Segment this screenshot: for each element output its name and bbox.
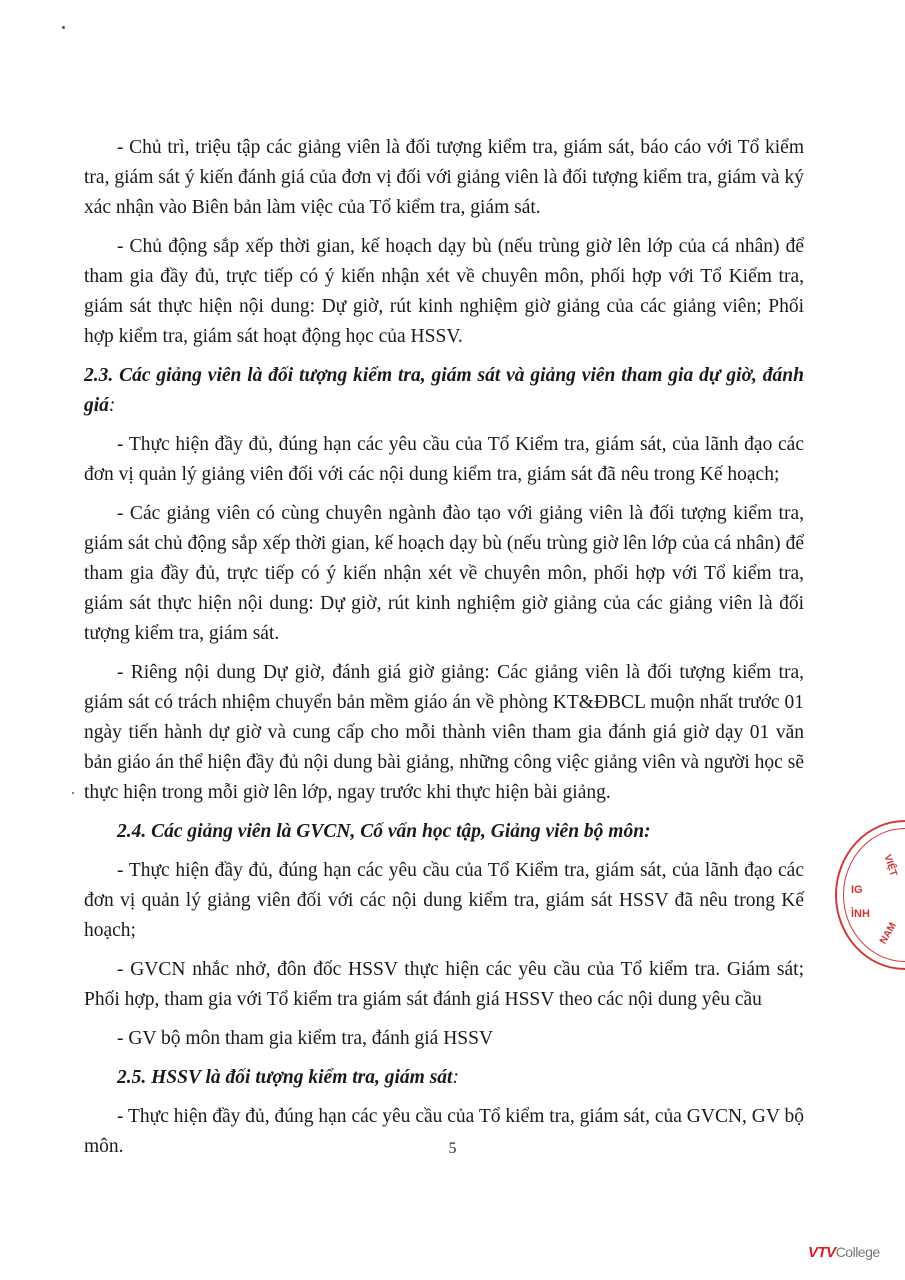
section-heading-text: 2.4. Các giảng viên là GVCN, Cố vấn học tập, Giảng viên bộ môn:	[117, 821, 651, 842]
paragraph: - GV bộ môn tham gia kiểm tra, đánh giá HSSV	[117, 1028, 494, 1049]
paragraph: - GVCN nhắc nhở, đôn đốc HSSV thực hiện các yêu cầu của Tổ kiểm tra. Giám sát; Phối hợp, tham gia với Tổ kiểm tra giám sát đánh giá HSSV theo các nội dung yêu cầu	[84, 959, 804, 1010]
section-heading	[84, 361, 804, 421]
stamp-text-ig: IG	[851, 884, 863, 896]
brand-logo-vtv: VTV	[808, 1244, 836, 1261]
paragraph: - Riêng nội dung Dự giờ, đánh giá giờ giảng: Các giảng viên là đối tượng kiểm tra, giám sát có trách nhiệm chuyển bản mềm giáo án về phòng KT&ĐBCL muộn nhất trước 01 ngày tiến hành dự giờ và cung cấp cho mỗi thành viên tham gia đánh giá giờ dạy 01 văn bản giáo án thể hiện đầy đủ nội dung bài giảng, những công việc giảng viên và người học sẽ thực hiện trong mỗi giờ lên lớp, ngay trước khi thực hiện bài giảng.	[84, 662, 804, 803]
vtv-college-watermark	[808, 1244, 880, 1261]
paragraph: - Chủ động sắp xếp thời gian, kế hoạch dạy bù (nếu trùng giờ lên lớp của cá nhân) để tham gia đầy đủ, trực tiếp có ý kiến nhận xét về chuyên môn, phối hợp với Tổ Kiểm tra, giám sát thực hiện nội dung: Dự giờ, rút kinh nghiệm giờ giảng của các giảng viên; Phối hợp kiểm tra, giám sát hoạt động học của HSSV.	[84, 236, 804, 347]
paragraph: - Thực hiện đầy đủ, đúng hạn các yêu cầu của Tổ kiểm tra, giám sát, của GVCN, GV bộ môn.	[84, 1106, 804, 1157]
scan-speck	[72, 792, 74, 794]
stamp-text-viet: VIỆT	[881, 853, 899, 878]
paragraph: - Thực hiện đầy đủ, đúng hạn các yêu cầu của Tổ Kiểm tra, giám sát, của lãnh đạo các đơn vị quản lý giảng viên đối với các nội dung kiểm tra, giám sát HSSV đã nêu trong Kế hoạch;	[84, 860, 804, 941]
stamp-text-nam: NAM	[877, 920, 899, 947]
page-number: 5	[448, 1140, 457, 1157]
document-body	[84, 133, 804, 1171]
section-heading-text: 2.5. HSSV là đối tượng kiểm tra, giám sát	[117, 1067, 453, 1088]
section-heading-tail: :	[452, 1067, 459, 1088]
official-seal-stamp	[835, 820, 905, 980]
brand-logo-college: College	[835, 1244, 880, 1260]
paragraph: - Các giảng viên có cùng chuyên ngành đào tạo với giảng viên là đối tượng kiểm tra, giám sát chủ động sắp xếp thời gian, kế hoạch dạy bù (nếu trùng giờ lên lớp của cá nhân) để tham gia đầy đủ, trực tiếp có ý kiến nhận xét về chuyên môn, phối hợp với Tổ kiểm tra, giám sát thực hiện nội dung: Dự giờ, rút kinh nghiệm giờ giảng của các giảng viên là đối tượng kiểm tra, giám sát.	[84, 503, 804, 644]
stamp-text-inh: ÌNH	[851, 908, 870, 920]
section-heading-tail: :	[108, 395, 116, 416]
scan-speck	[62, 26, 65, 29]
paragraph: - Thực hiện đầy đủ, đúng hạn các yêu cầu của Tổ Kiểm tra, giám sát, của lãnh đạo các đơn vị quản lý giảng viên đối với các nội dung kiểm tra, giám sát đã nêu trong Kế hoạch;	[84, 434, 804, 485]
paragraph: - Chủ trì, triệu tập các giảng viên là đối tượng kiểm tra, giám sát, báo cáo với Tổ kiểm tra, giám sát ý kiến đánh giá của đơn vị đối với giảng viên là đối tượng kiểm tra, giám và ký xác nhận vào Biên bản làm việc của Tổ kiểm tra, giám sát.	[84, 137, 804, 218]
section-heading	[84, 817, 804, 847]
section-heading-text: 2.3. Các giảng viên là đối tượng kiểm tra, giám sát và giảng viên tham gia dự giờ, đánh giá	[84, 365, 804, 416]
section-heading	[84, 1063, 804, 1093]
